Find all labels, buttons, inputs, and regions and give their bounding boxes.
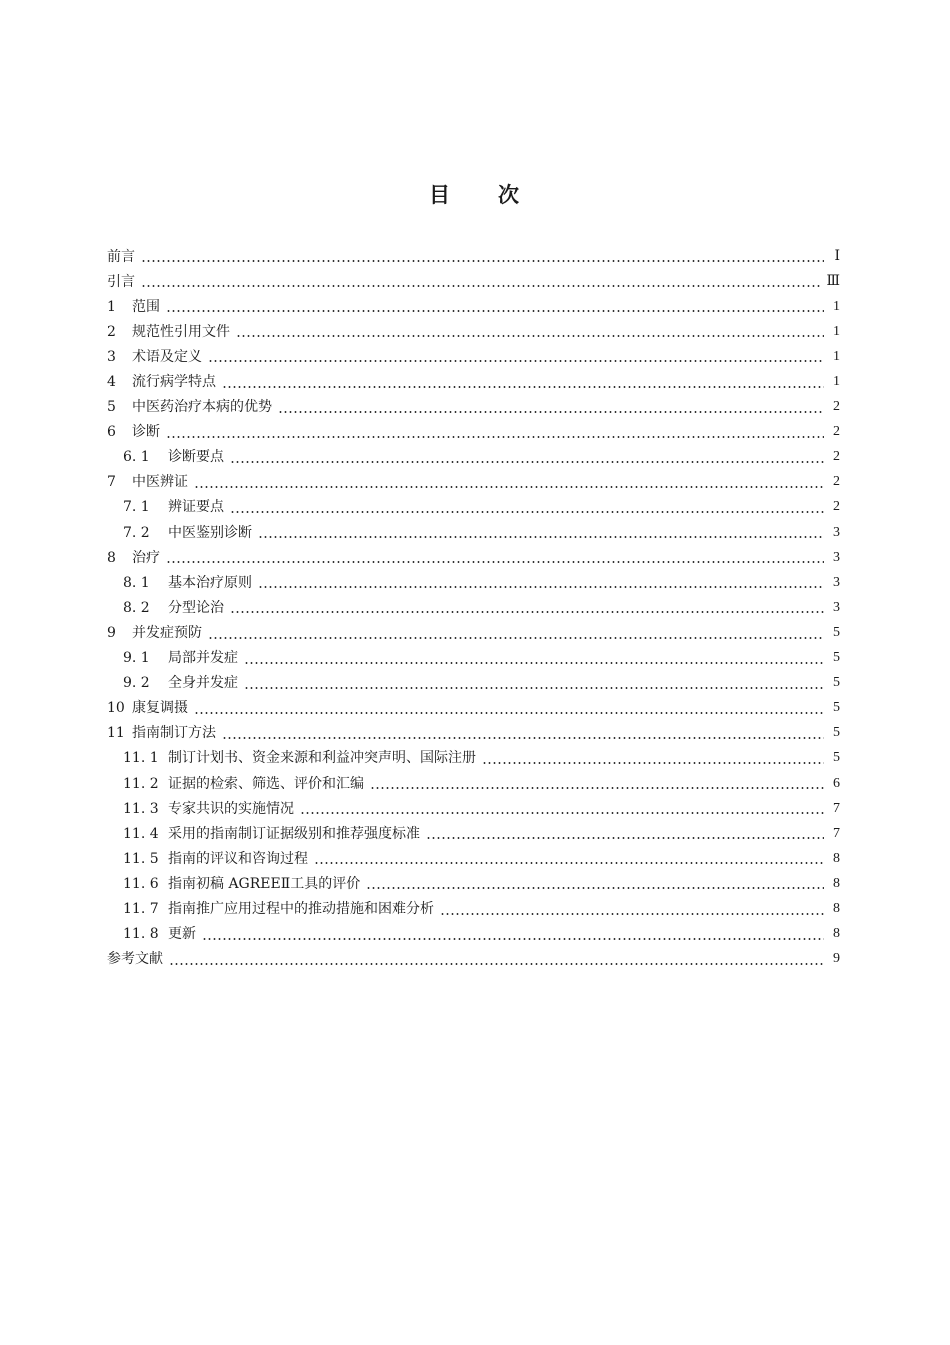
toc-entry[interactable]	[107, 269, 840, 294]
toc-entry-page: 2	[833, 499, 840, 515]
toc-dot-leader	[194, 712, 824, 714]
toc-dot-leader	[300, 812, 824, 814]
toc-entry-page: Ⅲ	[826, 273, 840, 289]
toc-entry-page: 2	[833, 474, 840, 490]
toc-entry-label: 并发症预防	[132, 624, 202, 641]
toc-entry-label: 中医鉴别诊断	[168, 524, 252, 541]
toc-entry-label: 采用的指南制订证据级别和推荐强度标准	[168, 825, 420, 842]
toc-dot-leader	[230, 461, 824, 463]
toc-dot-leader	[194, 486, 824, 488]
toc-entry-page: 3	[833, 549, 840, 565]
toc-entry-number: 8. 2	[123, 599, 150, 616]
toc-entry-page: 1	[833, 298, 840, 314]
toc-entry-number: 11. 7	[123, 900, 159, 917]
toc-entry-number: 5	[107, 399, 116, 416]
toc-entry-label: 全身并发症	[168, 675, 238, 692]
toc-entry[interactable]	[107, 344, 840, 369]
toc-dot-leader	[166, 310, 824, 312]
toc-dot-leader	[244, 662, 824, 664]
toc-entry[interactable]	[107, 545, 840, 570]
toc-entry-number: 6	[107, 424, 116, 441]
toc-entry-label: 流行病学特点	[132, 374, 216, 391]
toc-entry-page: 5	[833, 750, 840, 766]
toc-entry[interactable]	[107, 395, 840, 420]
toc-entry[interactable]	[107, 294, 840, 319]
toc-entry-label: 基本治疗原则	[168, 574, 252, 591]
toc-entry-number: 7. 2	[123, 524, 150, 541]
toc-entry[interactable]	[107, 470, 840, 495]
toc-entry-label: 制订计划书、资金来源和利益冲突声明、国际注册	[168, 750, 476, 767]
toc-entry-page: 5	[833, 675, 840, 691]
toc-entry-number: 3	[107, 348, 116, 365]
toc-entry-number: 11. 3	[123, 800, 159, 817]
toc-entry-number: 1	[107, 298, 116, 315]
toc-entry-label: 局部并发症	[168, 650, 238, 667]
toc-entry-page: 1	[833, 323, 840, 339]
toc-entry-page: 1	[833, 348, 840, 364]
toc-entry-label: 辨证要点	[168, 499, 224, 516]
toc-entry-label: 康复调摄	[132, 700, 188, 717]
toc-dot-leader	[482, 762, 824, 764]
toc-entry[interactable]	[107, 746, 840, 771]
toc-entry-label: 范围	[132, 298, 160, 315]
toc-entry-page: 5	[833, 700, 840, 716]
toc-dot-leader	[258, 586, 824, 588]
toc-entry-page: 8	[833, 900, 840, 916]
toc-entry-label: 指南的评议和咨询过程	[168, 850, 308, 867]
toc-dot-leader	[169, 963, 824, 965]
toc-dot-leader	[278, 411, 824, 413]
toc-entry-number: 11. 1	[123, 750, 159, 767]
toc-dot-leader	[141, 285, 820, 287]
toc-dot-leader	[222, 737, 824, 739]
toc-entry-page: 5	[833, 624, 840, 640]
toc-entry-number: 9	[107, 624, 116, 641]
toc-entry-page: 7	[833, 800, 840, 816]
toc-dot-leader	[258, 536, 824, 538]
toc-entry-label: 诊断	[132, 424, 160, 441]
toc-dot-leader	[166, 436, 824, 438]
toc-entry-page: 8	[833, 850, 840, 866]
toc-entry-label: 引言	[107, 273, 135, 290]
toc-dot-leader	[426, 837, 824, 839]
toc-entry[interactable]	[107, 595, 840, 620]
toc-entry[interactable]	[107, 620, 840, 645]
toc-entry[interactable]	[107, 445, 840, 470]
toc-dot-leader	[230, 611, 824, 613]
toc-entry-page: 3	[833, 599, 840, 615]
toc-entry-number: 7	[107, 474, 116, 491]
toc-entry[interactable]	[107, 871, 840, 896]
toc-entry-number: 8	[107, 549, 116, 566]
toc-entry-number: 7. 1	[123, 499, 150, 516]
toc-entry[interactable]	[107, 244, 840, 269]
toc-entry-label: 指南初稿 AGREEⅡ工具的评价	[168, 875, 361, 892]
toc-dot-leader	[141, 260, 824, 262]
toc-entry-number: 11. 2	[123, 775, 159, 792]
toc-entry[interactable]	[107, 821, 840, 846]
toc-entry-label: 指南制订方法	[132, 725, 216, 742]
toc-entry-page: 8	[833, 875, 840, 891]
toc-dot-leader	[244, 687, 824, 689]
toc-entry-label: 参考文献	[107, 951, 163, 968]
toc-dot-leader	[370, 787, 824, 789]
page-title-left: 目	[429, 183, 452, 207]
toc-dot-leader	[440, 913, 824, 915]
toc-dot-leader	[314, 862, 824, 864]
toc-entry-page: 2	[833, 449, 840, 465]
toc-entry[interactable]	[107, 319, 840, 344]
toc-entry-page: 7	[833, 825, 840, 841]
toc-entry-page: 3	[833, 574, 840, 590]
toc-entry-number: 11. 5	[123, 850, 159, 867]
toc-dot-leader	[230, 511, 824, 513]
toc-entry[interactable]	[107, 495, 840, 520]
page-title	[0, 180, 950, 210]
toc-entry[interactable]	[107, 646, 840, 671]
toc-dot-leader	[366, 887, 824, 889]
toc-entry-number: 6. 1	[123, 449, 150, 466]
toc-entry[interactable]	[107, 420, 840, 445]
toc-entry-number: 8. 1	[123, 574, 150, 591]
toc-dot-leader	[222, 386, 824, 388]
toc-entry[interactable]	[107, 520, 840, 545]
toc-entry-number: 11. 8	[123, 926, 159, 943]
toc-entry[interactable]	[107, 947, 840, 972]
toc-entry-page: 1	[833, 374, 840, 390]
toc-entry[interactable]	[107, 796, 840, 821]
toc-entry-number: 10	[107, 700, 125, 717]
toc-entry-label: 专家共识的实施情况	[168, 800, 294, 817]
toc-dot-leader	[208, 360, 824, 362]
toc-entry-label: 规范性引用文件	[132, 323, 230, 340]
toc-entry-page: 6	[833, 775, 840, 791]
toc-entry-number: 11	[107, 725, 125, 742]
toc-entry-page: 2	[833, 424, 840, 440]
toc-entry-number: 9. 1	[123, 650, 150, 667]
toc-entry[interactable]	[107, 771, 840, 796]
toc-entry[interactable]	[107, 721, 840, 746]
toc-entry-number: 11. 6	[123, 875, 159, 892]
toc-entry-page: 2	[833, 399, 840, 415]
toc-entry-page: 3	[833, 524, 840, 540]
toc-dot-leader	[208, 637, 824, 639]
toc-entry-label: 分型论治	[168, 599, 224, 616]
toc-entry-label: 术语及定义	[132, 348, 202, 365]
table-of-contents	[107, 244, 840, 972]
toc-entry[interactable]	[107, 696, 840, 721]
toc-entry-label: 证据的检索、筛选、评价和汇编	[168, 775, 364, 792]
toc-entry-label: 前言	[107, 248, 135, 265]
toc-entry[interactable]	[107, 922, 840, 947]
toc-entry-label: 指南推广应用过程中的推动措施和困难分析	[168, 900, 434, 917]
toc-entry-number: 4	[107, 374, 116, 391]
toc-entry-number: 11. 4	[123, 825, 159, 842]
toc-entry-page: 8	[833, 926, 840, 942]
toc-dot-leader	[166, 561, 824, 563]
toc-dot-leader	[202, 938, 824, 940]
toc-entry[interactable]	[107, 671, 840, 696]
toc-entry-label: 更新	[168, 926, 196, 943]
toc-entry-number: 9. 2	[123, 675, 150, 692]
toc-entry-number: 2	[107, 323, 116, 340]
toc-entry-label: 诊断要点	[168, 449, 224, 466]
toc-entry[interactable]	[107, 570, 840, 595]
toc-entry-label: 治疗	[132, 549, 160, 566]
toc-entry[interactable]	[107, 846, 840, 871]
page-title-right: 次	[498, 183, 521, 207]
toc-dot-leader	[236, 335, 824, 337]
toc-entry-label: 中医药治疗本病的优势	[132, 399, 272, 416]
toc-entry-page: Ⅰ	[834, 248, 840, 264]
toc-entry-page: 9	[833, 951, 840, 967]
toc-entry[interactable]	[107, 369, 840, 394]
toc-entry-page: 5	[833, 725, 840, 741]
toc-entry-page: 5	[833, 650, 840, 666]
toc-entry[interactable]	[107, 896, 840, 921]
toc-entry-label: 中医辨证	[132, 474, 188, 491]
